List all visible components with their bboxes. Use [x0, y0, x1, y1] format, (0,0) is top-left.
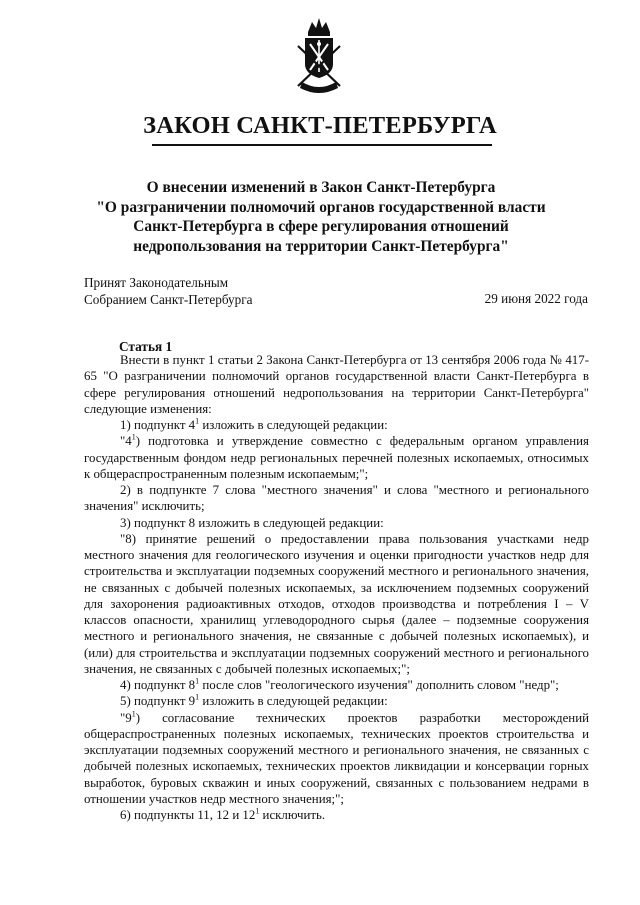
article-paragraph: "$9^1$) согласование технических проектов разработки месторождений общераспространенных полезных ископаемых, технических проектов строительства и эксплуатации подземных сооружений местного и регионального значения, не связанных с добычей полезных ископаемых, технических проектов ликвидации и консервации горных выработок, буровых скважин и иных сооружений, связанных с пользованием недрами в отношении участков недр местного значения;"; — [84, 709, 589, 806]
article-paragraph: 6) подпункты 11, 12 и $12^1$ исключить. — [120, 806, 326, 822]
subject-line: О внесении изменений в Закон Санкт-Петербурга — [146, 179, 496, 196]
adoption-line: Собранием Санкт-Петербурга — [84, 291, 253, 307]
subject-line: недропользования на территории Санкт-Петербурга" — [133, 237, 509, 255]
article-paragraph: 5) подпункт $9^1$ изложить в следующей редакции: — [120, 692, 388, 709]
law-title: ЗАКОН САНКТ-ПЕТЕРБУРГА — [143, 112, 497, 139]
title-underline — [152, 144, 492, 146]
article-paragraph: "$4^1$) подготовка и утверждение совместно с федеральным органом управления государственным фондом недр региональных перечней полезных ископаемых, относимых к общераспространенным полезным ископаемым;"; — [84, 432, 589, 481]
article-paragraph: 3) подпункт 8 изложить в следующей редакции: — [120, 515, 384, 530]
adoption-line: Принят Законодательным — [84, 275, 229, 290]
article-paragraph: 4) подпункт $8^1$ после слов "геологического изучения" дополнить словом "недр"; — [120, 676, 559, 692]
article-paragraph: Внести в пункт 1 статьи 2 Закона Санкт-Петербурга от 13 сентября 2006 года № 417-65 "О разграничении полномочий органов государственной власти Санкт-Петербурга в сфере регулирования отношений недропользования на территории Санкт-Петербурга" следующие изменения: — [84, 353, 589, 416]
law-subject — [80, 178, 562, 256]
subject-line: Санкт-Петербурга в сфере регулирования отношений — [133, 218, 509, 235]
article-paragraph: 2) в подпункте 7 слова "местного значения" и слова "местного и регионального значения" исключить; — [84, 483, 589, 514]
article-paragraph: "8) принятие решений о предоставлении права пользования участками недр местного значения для геологического изучения и оценки пригодности участков недр для строительства и эксплуатации подземных сооружений местного и регионального значения, не связанных с добычей полезных ископаемых, за исключением подземных сооружений для захоронения радиоактивных отходов, отходов производства и потребления I – V классов опасности, хранилищ углеводородного сырья (далее – подземные сооружения местного и регионального значения, не связанные с добычей полезных ископаемых), и (или) для строительства и эксплуатации подземных сооружений местного и регионального значения, не связанных с добычей полезных ископаемых;"; — [84, 531, 589, 676]
article-body — [84, 352, 589, 823]
adoption-body — [84, 275, 253, 308]
adoption-date: 29 июня 2022 года — [484, 291, 588, 306]
coat-of-arms-saint-petersburg-icon — [288, 16, 350, 98]
article-paragraph: 1) подпункт $4^1$ изложить в следующей редакции: — [120, 416, 388, 432]
article-title: Статья 1 — [119, 339, 173, 354]
subject-line: "О разграничении полномочий органов государственной власти — [96, 198, 546, 216]
